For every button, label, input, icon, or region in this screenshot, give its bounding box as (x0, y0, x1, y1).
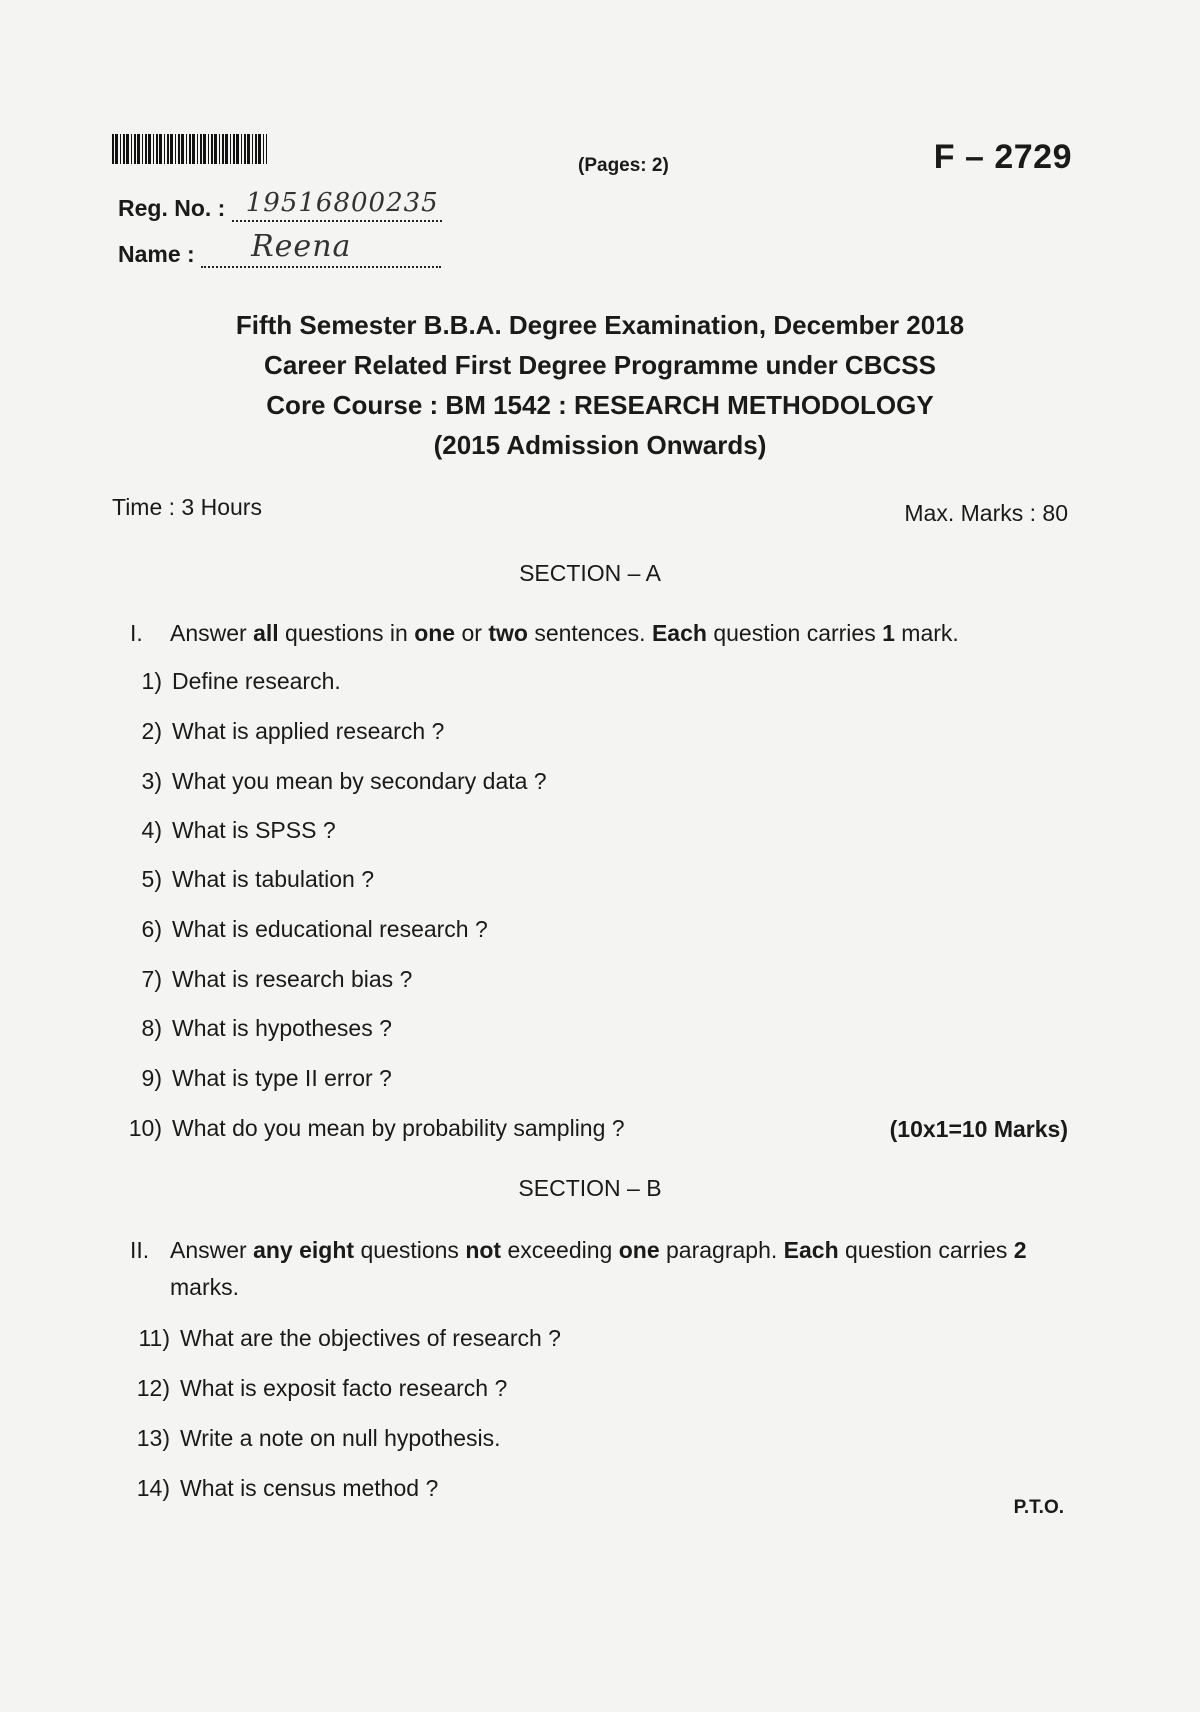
question-item: 5) What is tabulation ? (141, 866, 375, 892)
exam-title-line: Core Course : BM 1542 : RESEARCH METHODOLOGY (266, 390, 934, 420)
question-item: 7) What is research bias ? (141, 966, 413, 992)
name-value: Reena (251, 229, 352, 264)
question-item: 8) What is hypotheses ? (141, 1015, 392, 1041)
name-field (118, 229, 441, 268)
name-label: Name : (118, 241, 195, 267)
instruction-text: Answer any eight questions not exceeding one paragraph. Each question carries 2 marks. (170, 1237, 1027, 1300)
reg-no-line (232, 188, 442, 222)
instruction-number: I. (130, 620, 143, 646)
exam-title-line: (2015 Admission Onwards) (433, 430, 767, 460)
question-item: 10) What do you mean by probability sampling ? (128, 1115, 625, 1141)
reg-no-label: Reg. No. : (118, 195, 226, 221)
page-count: (Pages: 2) (578, 155, 669, 176)
question-item: 9) What is type II error ? (141, 1065, 392, 1091)
name-line (201, 229, 441, 268)
section-a-marks: (10x1=10 Marks) (889, 1116, 1068, 1142)
paper-code: F – 2729 (933, 138, 1072, 176)
question-item: 6) What is educational research ? (141, 916, 488, 942)
section-b-heading: SECTION – B (518, 1175, 662, 1201)
time-allowed: Time : 3 Hours (112, 494, 262, 520)
section-a-heading: SECTION – A (519, 560, 661, 586)
question-item: 11) What are the objectives of research ? (138, 1325, 561, 1351)
instruction-number: II. (130, 1237, 150, 1263)
exam-title-line: Fifth Semester B.B.A. Degree Examination, December 2018 (235, 310, 965, 340)
exam-titles (0, 305, 1200, 465)
exam-title-line: Career Related First Degree Programme under CBCSS (264, 350, 936, 380)
question-item: 3) What you mean by secondary data ? (141, 768, 547, 794)
question-item: 13) Write a note on null hypothesis. (136, 1425, 501, 1451)
section-a-instruction (130, 615, 1050, 652)
reg-no-field (118, 188, 442, 222)
instruction-text: Answer all questions in one or two sentences. Each question carries 1 mark. (170, 620, 959, 646)
barcode (112, 134, 267, 164)
question-item: 12) What is exposit facto research ? (136, 1375, 508, 1401)
max-marks: Max. Marks : 80 (904, 500, 1068, 526)
question-item: 4) What is SPSS ? (141, 817, 336, 843)
section-b-instruction (130, 1232, 1050, 1306)
question-item: 2) What is applied research ? (141, 718, 445, 744)
question-item: 14) What is census method ? (136, 1475, 439, 1501)
page-turn-over: P.T.O. (1013, 1497, 1064, 1518)
question-item: 1) Define research. (141, 668, 341, 694)
reg-no-value: 19516800235 (245, 188, 439, 218)
